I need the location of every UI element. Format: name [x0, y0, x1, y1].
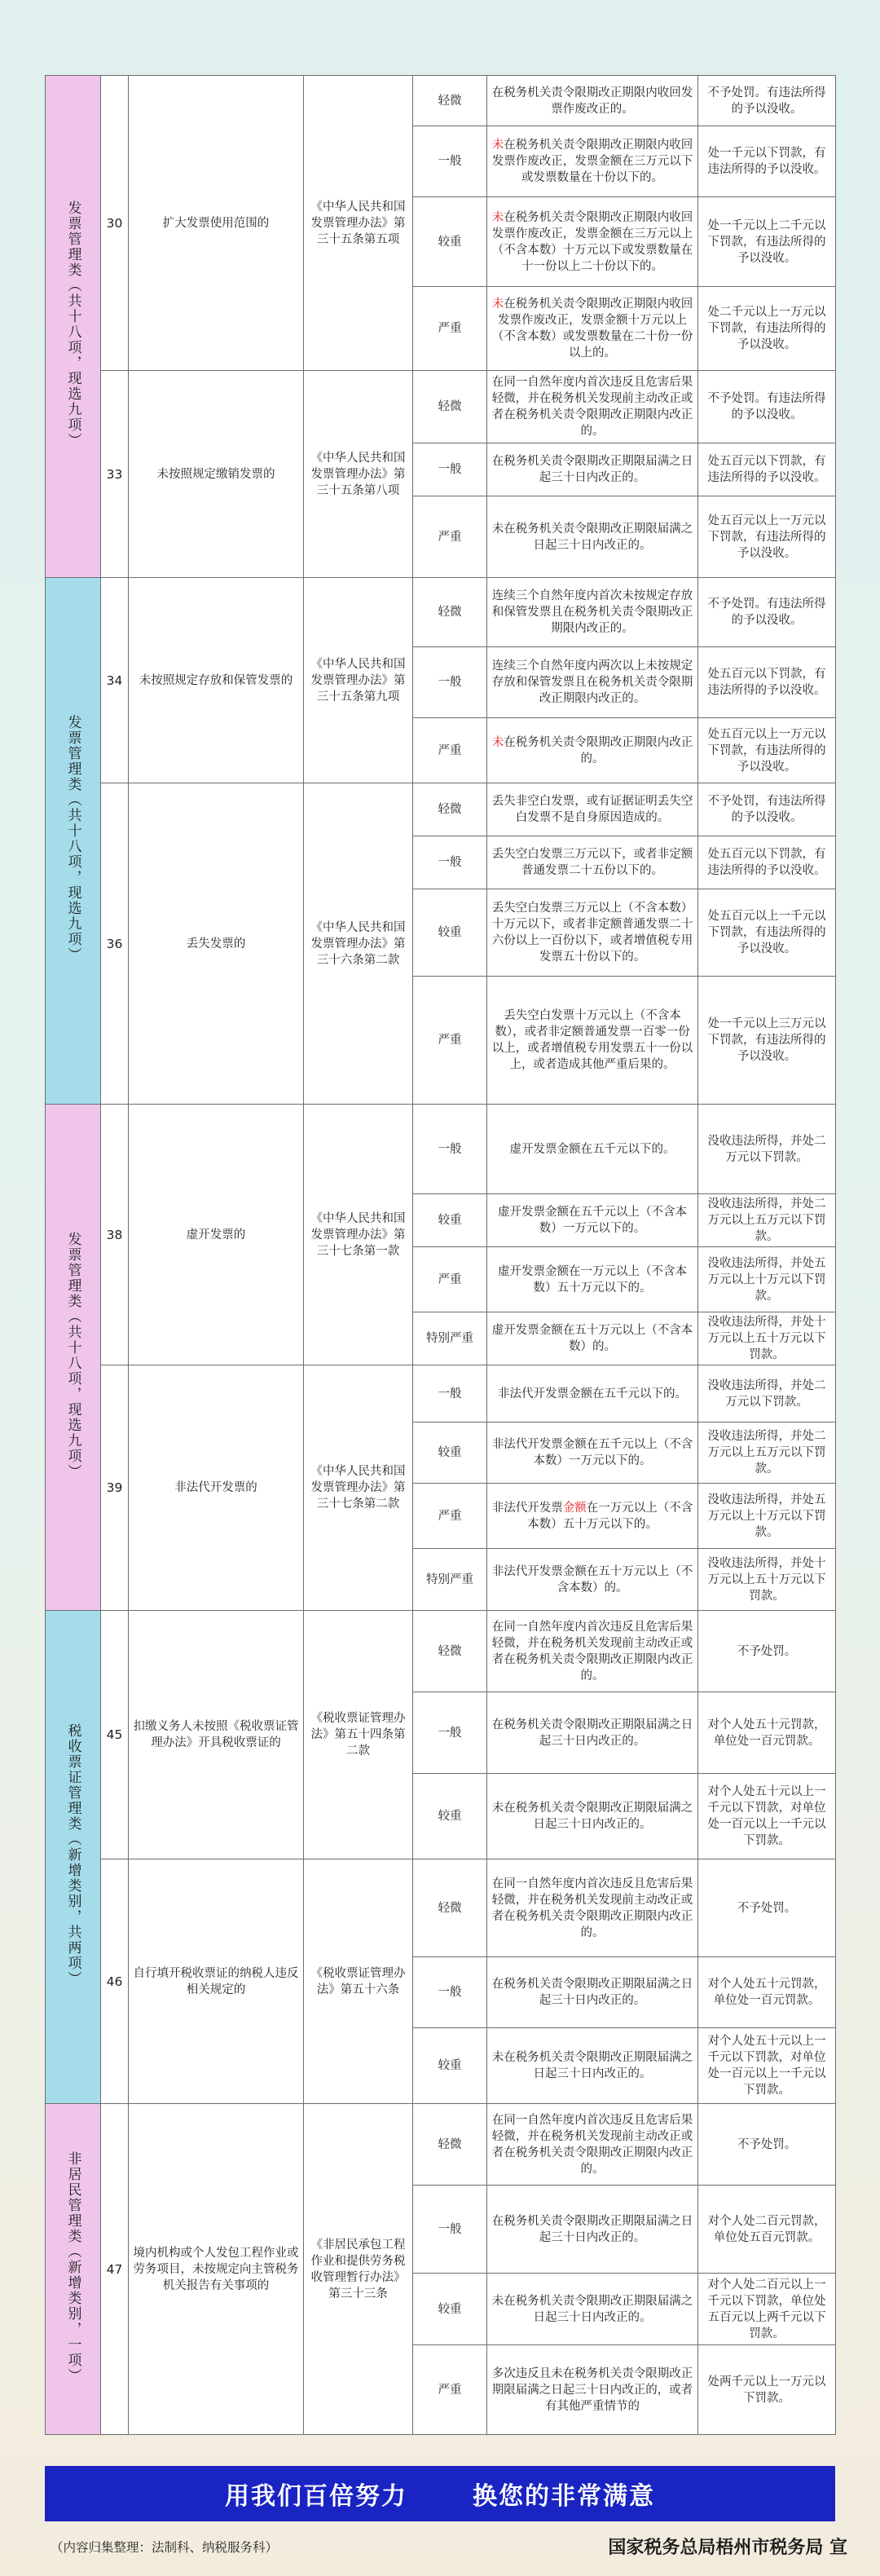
penalty-standard [698, 1859, 836, 1957]
violation-behavior [129, 1105, 304, 1365]
violation-circumstance [487, 443, 698, 496]
penalty-standard [698, 1365, 836, 1423]
severity-level [413, 1549, 487, 1611]
severity-text: 轻微 [438, 400, 462, 413]
circumstance-prefix: 非法代开发票 [491, 1501, 563, 1515]
violation-behavior [129, 783, 304, 1105]
severity-text: 较重 [438, 1810, 462, 1823]
severity-level [413, 1365, 487, 1423]
circumstance-text: 在一万元以上（不含本数）五十万元以下的。 [527, 1501, 693, 1531]
violation-circumstance [487, 1484, 698, 1549]
penalty-text: 不予处罚。 [737, 1644, 797, 1658]
penalty-standard [698, 76, 836, 126]
circumstance-text: 非法代开发票金额在五千元以下的。 [498, 1387, 687, 1400]
circumstance-text: 未在税务机关责令限期改正期限届满之日起三十日内改正的。 [491, 2294, 693, 2324]
table-row [46, 76, 836, 126]
item-number [101, 1105, 129, 1365]
slogan-right: 换您的非常满意 [473, 2482, 655, 2511]
violation-circumstance [487, 2186, 698, 2274]
item-number [101, 1365, 129, 1611]
legal-basis-text: 《中华人民共和国发票管理办法》第三十五条第五项 [310, 200, 406, 246]
severity-level [413, 1194, 487, 1247]
violation-circumstance [487, 1957, 698, 2028]
violation-circumstance [487, 1312, 698, 1365]
violation-behavior [129, 1365, 304, 1611]
violation-circumstance [487, 76, 698, 126]
penalty-text: 不予处罚，有违法所得的予以没收。 [707, 795, 826, 824]
penalty-text: 不予处罚。有违法所得的予以没收。 [707, 86, 826, 116]
slogan-banner [45, 2466, 835, 2521]
item-number-text: 36 [106, 936, 123, 951]
severity-level [413, 287, 487, 371]
penalty-text: 对个人处二百元罚款，单位处五百元罚款。 [707, 2214, 826, 2244]
violation-behavior [129, 578, 304, 783]
legal-basis-text: 《中华人民共和国发票管理办法》第三十五条第九项 [310, 657, 406, 704]
penalty-standard [698, 1774, 836, 1859]
legal-basis [304, 783, 413, 1105]
violation-behavior [129, 2104, 304, 2435]
severity-text: 轻微 [438, 606, 462, 619]
violation-circumstance [487, 1365, 698, 1423]
violation-circumstance [487, 1549, 698, 1611]
item-number-text: 33 [106, 466, 123, 482]
severity-text: 特别严重 [426, 1332, 473, 1345]
severity-level [413, 1957, 487, 2028]
severity-level [413, 1774, 487, 1859]
circumstance-text: 丢失非空白发票，或有证据证明丢失空白发票不是自身原因造成的。 [491, 795, 693, 824]
legal-basis [304, 76, 413, 371]
table-row [46, 371, 836, 443]
legal-basis-text: 《中华人民共和国发票管理办法》第三十七条第一款 [310, 1211, 406, 1258]
circumstance-text: 未在税务机关责令限期改正期限届满之日起三十日内改正的。 [491, 2051, 693, 2080]
violation-circumstance [487, 1611, 698, 1692]
violation-behavior-text: 自行填开税收票证的纳税人违反相关规定的 [133, 1966, 299, 1996]
violation-behavior-text: 非法代开发票的 [174, 1481, 257, 1494]
legal-basis-text: 《税收票证管理办法》第五十六条 [310, 1966, 406, 1996]
penalty-standard [698, 1312, 836, 1365]
severity-text: 一般 [438, 1142, 462, 1156]
penalty-standard [698, 2104, 836, 2186]
circumstance-text: 在税务机关责令限期改正期限内收回发票作废改正，发票金额十万元以上（不含本数）或发票数量在二十份一份以上的。 [491, 298, 693, 359]
penalty-text: 不予处罚。有违法所得的予以没收。 [707, 392, 826, 421]
penalty-standard [698, 836, 836, 889]
table-row [46, 1365, 836, 1423]
legal-basis-text: 《中华人民共和国发票管理办法》第三十六条第二款 [310, 920, 406, 967]
penalty-standard [698, 977, 836, 1105]
severity-level [413, 2274, 487, 2345]
violation-behavior [129, 371, 304, 578]
severity-text: 严重 [438, 322, 462, 335]
penalty-standard [698, 1105, 836, 1194]
legal-basis-text: 《税收票证管理办法》第五十四条第二款 [310, 1712, 406, 1758]
severity-level [413, 1312, 487, 1365]
penalty-standard [698, 2274, 836, 2345]
severity-text: 较重 [438, 235, 462, 249]
severity-level [413, 2186, 487, 2274]
legal-basis [304, 2104, 413, 2435]
legal-basis-text: 《非居民承包工程作业和提供劳务税收管理暂行办法》第三十三条 [310, 2238, 406, 2300]
category-label: 发票管理类（共十八项，现选九项） [64, 1231, 81, 1480]
penalty-text: 对个人处二百元以上一千元以下罚款，单位处五百元以上两千元以下罚款。 [707, 2278, 826, 2340]
severity-level [413, 2345, 487, 2435]
severity-text: 一般 [438, 463, 462, 476]
violation-circumstance [487, 836, 698, 889]
severity-text: 一般 [438, 155, 462, 168]
circumstance-text: 在税务机关责令限期改正期限届满之日起三十日内改正的。 [491, 2214, 693, 2244]
violation-circumstance [487, 718, 698, 783]
severity-text: 一般 [438, 676, 462, 689]
penalty-standard [698, 889, 836, 977]
violation-circumstance [487, 647, 698, 718]
category-cell [46, 578, 101, 1105]
penalty-standard [698, 2345, 836, 2435]
circumstance-text: 连续三个自然年度内两次以上未按规定存放和保管发票且在税务机关责令限期改正期限内改正的。 [491, 659, 693, 705]
legal-basis [304, 1365, 413, 1611]
violation-behavior-text: 丢失发票的 [186, 937, 246, 951]
penalty-text: 处一千元以下罚款，有违法所得的予以没收。 [707, 147, 826, 176]
circumstance-text: 连续三个自然年度内首次未按规定存放和保管发票且在税务机关责令限期改正期限内改正的。 [491, 589, 693, 635]
circumstance-text: 在税务机关责令限期改正期限内改正的。 [504, 735, 693, 765]
severity-level [413, 197, 487, 287]
severity-text: 较重 [438, 2059, 462, 2072]
severity-text: 一般 [438, 2222, 462, 2236]
violation-behavior-text: 境内机构或个人发包工程作业或劳务项目，未按规定向主管税务机关报告有关事项的 [133, 2246, 299, 2292]
penalty-text: 处五百元以下罚款，有违法所得的予以没收。 [707, 668, 826, 697]
table-row [46, 1105, 836, 1194]
legal-basis [304, 578, 413, 783]
penalty-standard [698, 1957, 836, 2028]
circumstance-text: 非法代开发票金额在五千元以上（不含本数）一万元以下的。 [491, 1438, 693, 1467]
item-number [101, 2104, 129, 2435]
penalty-text: 没收违法所得，并处五万元以上十万元以下罚款。 [707, 1256, 826, 1303]
severity-text: 严重 [438, 1273, 462, 1286]
penalty-standard [698, 718, 836, 783]
violation-behavior [129, 1859, 304, 2104]
category-cell [46, 2104, 101, 2435]
severity-level [413, 76, 487, 126]
circumstance-text: 虚开发票金额在五千元以下的。 [509, 1142, 675, 1156]
category-label: 发票管理类（共十八项，现选九项） [64, 715, 81, 963]
table-row [46, 1611, 836, 1692]
violation-circumstance [487, 496, 698, 578]
penalty-text: 处五百元以上一千元以下罚款，有违法所得的予以没收。 [707, 910, 826, 955]
penalty-text: 没收违法所得，并处二万元以下罚款。 [707, 1134, 826, 1164]
severity-level [413, 2104, 487, 2186]
violation-behavior-text: 未按照规定存放和保管发票的 [139, 673, 293, 687]
violation-circumstance [487, 1194, 698, 1247]
severity-level [413, 443, 487, 496]
penalty-text: 不予处罚。有违法所得的予以没收。 [707, 598, 826, 627]
penalty-standard [698, 783, 836, 836]
circumstance-text: 丢失空白发票三万元以下，或者非定额普通发票二十五份以下的。 [491, 848, 693, 877]
penalty-text: 没收违法所得，并处二万元以上五万元以下罚款。 [707, 1430, 826, 1475]
circumstance-text: 在税务机关责令限期改正期限届满之日起三十日内改正的。 [491, 1718, 693, 1748]
severity-text: 轻微 [438, 1644, 462, 1658]
violation-behavior-text: 扩大发票使用范围的 [162, 216, 270, 230]
penalty-standard [698, 2028, 836, 2104]
legal-basis [304, 1859, 413, 2104]
penalty-standard [698, 1194, 836, 1247]
item-number [101, 578, 129, 783]
category-cell [46, 1611, 101, 2104]
severity-text: 较重 [438, 2302, 462, 2316]
penalty-standard [698, 1549, 836, 1611]
violation-behavior-text: 虚开发票的 [186, 1228, 246, 1242]
severity-text: 一般 [438, 856, 462, 869]
severity-level [413, 1611, 487, 1692]
violation-circumstance [487, 2345, 698, 2435]
severity-level [413, 1484, 487, 1549]
violation-circumstance [487, 2028, 698, 2104]
legal-basis [304, 1611, 413, 1859]
item-number-text: 47 [106, 2261, 123, 2277]
category-cell [46, 76, 101, 578]
penalty-standard [698, 443, 836, 496]
item-number-text: 46 [106, 1974, 123, 1989]
penalty-standard [698, 1611, 836, 1692]
item-number-text: 45 [106, 1727, 123, 1742]
violation-circumstance [487, 371, 698, 443]
penalty-text: 对个人处五十元罚款，单位处一百元罚款。 [707, 1718, 826, 1748]
penalty-text: 处二千元以上一万元以下罚款，有违法所得的予以没收。 [707, 306, 826, 351]
severity-level [413, 1859, 487, 1957]
penalty-standard [698, 1247, 836, 1312]
severity-text: 轻微 [438, 2137, 462, 2151]
severity-level [413, 836, 487, 889]
violation-circumstance [487, 578, 698, 647]
penalty-text: 处一千元以上三万元以下罚款，有违法所得的予以没收。 [707, 1017, 826, 1063]
item-number [101, 1611, 129, 1859]
legal-basis [304, 371, 413, 578]
severity-text: 严重 [438, 2383, 462, 2397]
circumstance-text: 在同一自然年度内首次违反且危害后果轻微，并在税务机关发现前主动改正或者在税务机关责令限期改正期限内改正的。 [491, 1620, 693, 1683]
legal-basis [304, 1105, 413, 1365]
table-row [46, 2104, 836, 2186]
severity-text: 较重 [438, 1214, 462, 1227]
severity-level [413, 647, 487, 718]
violation-circumstance [487, 1247, 698, 1312]
circumstance-text: 在同一自然年度内首次违反且危害后果轻微，并在税务机关发现前主动改正或者在税务机关责令限期改正期限内改正的。 [491, 2113, 693, 2176]
circumstance-text: 非法代开发票金额在五十万元以上（不含本数）的。 [491, 1564, 693, 1595]
item-number [101, 76, 129, 371]
violation-circumstance [487, 889, 698, 977]
slogan-left: 用我们百倍努力 [225, 2482, 407, 2511]
penalty-standard [698, 647, 836, 718]
violation-circumstance [487, 126, 698, 197]
severity-text: 一般 [438, 1986, 462, 1999]
penalty-standard [698, 126, 836, 197]
penalty-text: 处两千元以上一万元以下罚款。 [707, 2375, 826, 2405]
issuing-organization: 国家税务总局梧州市税务局 宣 [608, 2538, 847, 2558]
severity-text: 严重 [438, 743, 462, 757]
item-number-text: 38 [106, 1227, 123, 1242]
violation-circumstance [487, 1692, 698, 1774]
penalty-standard [698, 496, 836, 578]
severity-level [413, 977, 487, 1105]
severity-text: 较重 [438, 926, 462, 939]
severity-level [413, 889, 487, 977]
penalty-text: 处五百元以上一万元以下罚款，有违法所得的予以没收。 [707, 727, 826, 774]
penalty-text: 处一千元以上二千元以下罚款，有违法所得的予以没收。 [707, 218, 826, 265]
penalty-text: 对个人处五十元以上一千元以下罚款，对单位处一百元以上一千元以下罚款。 [707, 1785, 826, 1847]
circumstance-text: 丢失空白发票十万元以上（不含本数），或者非定额普通发票一百零一份以上，或者增值税专用发票五十一份以上，或者造成其他严重后果的。 [491, 1009, 693, 1071]
circumstance-text: 多次违反且未在税务机关责令限期改正期限届满之日起三十日内改正的，或者有其他严重情节的 [491, 2366, 693, 2413]
penalty-standard [698, 197, 836, 287]
penalty-text: 不予处罚。 [737, 1901, 797, 1915]
table-row [46, 1859, 836, 1957]
circumstance-text: 在税务机关责令限期改正期限届满之日起三十日内改正的。 [491, 1978, 693, 2007]
circumstance-text: 丢失空白发票三万元以上（不含本数）十万元以下，或者非定额普通发票二十六份以上一百份以下，或者增值税专用发票五十份以下的。 [491, 902, 693, 964]
legal-basis-text: 《中华人民共和国发票管理办法》第三十七条第二款 [310, 1465, 406, 1511]
severity-text: 轻微 [438, 1901, 462, 1915]
category-cell [46, 1105, 101, 1611]
severity-text: 一般 [438, 1387, 462, 1400]
circumstance-text: 虚开发票金额在五千元以上（不含本数）一万元以下的。 [498, 1206, 687, 1235]
severity-level [413, 718, 487, 783]
penalty-standard [698, 371, 836, 443]
category-label: 非居民管理类（新增类别，一项） [64, 2150, 81, 2384]
severity-text: 特别严重 [426, 1573, 473, 1586]
circumstance-text: 未在税务机关责令限期改正期限届满之日起三十日内改正的。 [491, 1802, 693, 1831]
severity-level [413, 1423, 487, 1484]
violation-circumstance [487, 197, 698, 287]
circumstance-highlight: 未 [491, 735, 504, 749]
penalty-text: 没收违法所得，并处二万元以上五万元以下罚款。 [707, 1198, 826, 1243]
severity-level [413, 2028, 487, 2104]
penalty-standard [698, 287, 836, 371]
severity-text: 轻微 [438, 803, 462, 816]
item-number [101, 783, 129, 1105]
circumstance-text: 虚开发票金额在一万元以上（不含本数）五十万元以下的。 [498, 1264, 687, 1295]
violation-circumstance [487, 977, 698, 1105]
penalty-standard [698, 1423, 836, 1484]
severity-level [413, 1692, 487, 1774]
penalty-standard [698, 578, 836, 647]
severity-level [413, 1105, 487, 1194]
table-row [46, 783, 836, 836]
severity-text: 严重 [438, 530, 462, 544]
severity-level [413, 1247, 487, 1312]
severity-level [413, 783, 487, 836]
penalty-text: 对个人处五十元罚款，单位处一百元罚款。 [707, 1978, 826, 2007]
severity-text: 一般 [438, 1726, 462, 1740]
violation-circumstance [487, 287, 698, 371]
penalty-text: 没收违法所得，并处十万元以上五十万元以下罚款。 [707, 1556, 826, 1603]
penalty-standard-table [45, 75, 836, 2435]
severity-text: 轻微 [438, 94, 462, 108]
penalty-text: 处五百元以上一万元以下罚款，有违法所得的予以没收。 [707, 514, 826, 560]
violation-circumstance [487, 1774, 698, 1859]
penalty-text: 对个人处五十元以上一千元以下罚款，对单位处一百元以上一千元以下罚款。 [707, 2035, 826, 2097]
legal-basis-text: 《中华人民共和国发票管理办法》第三十五条第八项 [310, 451, 406, 497]
severity-text: 严重 [438, 1034, 462, 1047]
category-label: 发票管理类（共十八项，现选九项） [64, 201, 81, 448]
penalty-text: 处五百元以下罚款，有违法所得的予以没收。 [707, 848, 826, 877]
item-number [101, 1859, 129, 2104]
circumstance-text: 在税务机关责令限期改正期限内收回发票作废改正，发票金额在三万元以下或发票数量在十份以下的。 [491, 139, 693, 184]
category-label: 税收票证管理类（新增类别，共两项） [64, 1723, 81, 1987]
circumstance-text: 在税务机关责令限期改正期限内收回发票作废改正的。 [491, 86, 693, 116]
circumstance-text: 在同一自然年度内首次违反且危害后果轻微，并在税务机关发现前主动改正或者在税务机关责令限期改正期限内改正的。 [491, 376, 693, 438]
circumstance-text: 在税务机关责令限期改正期限内收回发票作废改正，发票金额在三万元以上（不含本数）十万元以下或发票数量在十一份以上二十份以下的。 [491, 210, 693, 273]
penalty-text: 处五百元以下罚款，有违法所得的予以没收。 [707, 455, 826, 484]
violation-behavior [129, 1611, 304, 1859]
severity-text: 严重 [438, 1509, 462, 1523]
violation-circumstance [487, 1105, 698, 1194]
table-row [46, 578, 836, 647]
circumstance-text: 未在税务机关责令限期改正期限届满之日起三十日内改正的。 [491, 522, 693, 552]
severity-level [413, 371, 487, 443]
item-number-text: 34 [106, 673, 123, 688]
violation-behavior [129, 76, 304, 371]
violation-circumstance [487, 1859, 698, 1957]
penalty-standard [698, 1692, 836, 1774]
item-number-text: 30 [106, 215, 123, 231]
item-number-text: 39 [106, 1480, 123, 1495]
violation-circumstance [487, 1423, 698, 1484]
penalty-text: 没收违法所得，并处二万元以下罚款。 [707, 1378, 826, 1409]
violation-behavior-text: 未按照规定缴销发票的 [156, 467, 275, 481]
circumstance-text: 在同一自然年度内首次违反且危害后果轻微，并在税务机关发现前主动改正或者在税务机关责令限期改正期限内改正的。 [491, 1877, 693, 1939]
penalty-text: 没收违法所得，并处五万元以上十万元以下罚款。 [707, 1493, 826, 1539]
circumstance-highlight: 未 [491, 210, 504, 224]
violation-behavior-text: 扣缴义务人未按照《税收票证管理办法》开具税收票证的 [133, 1720, 299, 1749]
violation-circumstance [487, 2104, 698, 2186]
severity-text: 较重 [438, 1446, 462, 1459]
severity-level [413, 126, 487, 197]
circumstance-highlight: 金额 [562, 1501, 587, 1515]
penalty-standard [698, 2186, 836, 2274]
severity-level [413, 496, 487, 578]
circumstance-text: 虚开发票金额在五十万元以上（不含本数）的。 [491, 1324, 693, 1353]
item-number [101, 371, 129, 578]
compile-note: （内容归集整理：法制科、纳税服务科） [51, 2540, 279, 2555]
severity-level [413, 578, 487, 647]
circumstance-text: 在税务机关责令限期改正期限届满之日起三十日内改正的。 [491, 455, 693, 484]
penalty-text: 没收违法所得，并处十万元以上五十万元以下罚款。 [707, 1316, 826, 1361]
penalty-standard [698, 1484, 836, 1549]
circumstance-highlight: 未 [491, 139, 504, 152]
circumstance-highlight: 未 [491, 298, 504, 311]
violation-circumstance [487, 2274, 698, 2345]
violation-circumstance [487, 783, 698, 836]
penalty-text: 不予处罚。 [737, 2137, 797, 2151]
